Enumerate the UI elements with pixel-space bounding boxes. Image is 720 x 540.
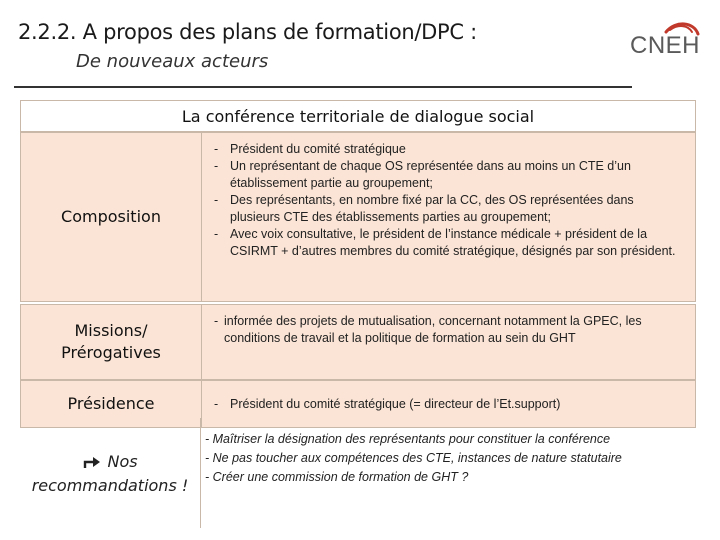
recommendation-item: - Maîtriser la désignation des représentants pour constituer la conférence (205, 432, 611, 446)
title-divider (14, 86, 632, 88)
missions-row (20, 304, 696, 380)
page-title: 2.2.2. A propos des plans de formation/DPC : (18, 20, 477, 44)
presidence-text: - Président du comité stratégique (= directeur de l’Et.support) (202, 396, 685, 413)
arrow-icon (82, 455, 102, 471)
composition-body (201, 133, 695, 301)
composition-item: - Des représentants, en nombre fixé par la CC, des OS représentées dans plusieurs CTE des établissements parties au groupement; (202, 192, 679, 226)
missions-label: Missions/ Prérogatives (61, 321, 161, 362)
composition-item: - Un représentant de chaque OS représentée dans au moins un CTE d’un établissement partie au groupement; (202, 158, 679, 192)
composition-item: - Avec voix consultative, le président de l’instance médicale + président de la CSIRMT + d’autres membres du comité stratégique, désignés par son président. (202, 226, 679, 260)
recommendation-item: - Ne pas toucher aux compétences des CTE, instances de nature statutaire (205, 451, 622, 465)
composition-item: - Président du comité stratégique (202, 141, 679, 158)
composition-row (20, 132, 696, 302)
page-subtitle: De nouveaux acteurs (76, 51, 269, 72)
composition-list (202, 141, 679, 260)
missions-text: - informée des projets de mutualisation, concernant notamment la GPEC, les conditions de travail et la politique de formation au sein du GHT (202, 313, 677, 347)
recommendation-item: - Créer une commission de formation de GHT ? (205, 470, 469, 484)
composition-label: Composition (61, 207, 161, 227)
logo-text: CNEH (630, 32, 701, 59)
table-heading: La conférence territoriale de dialogue social (20, 100, 696, 132)
recommendations-label (20, 450, 200, 498)
presidence-label: Présidence (67, 394, 155, 414)
recommendations-body (200, 418, 694, 528)
recommendations-text: Nos recommandations ! (31, 452, 189, 495)
missions-body (201, 305, 695, 379)
